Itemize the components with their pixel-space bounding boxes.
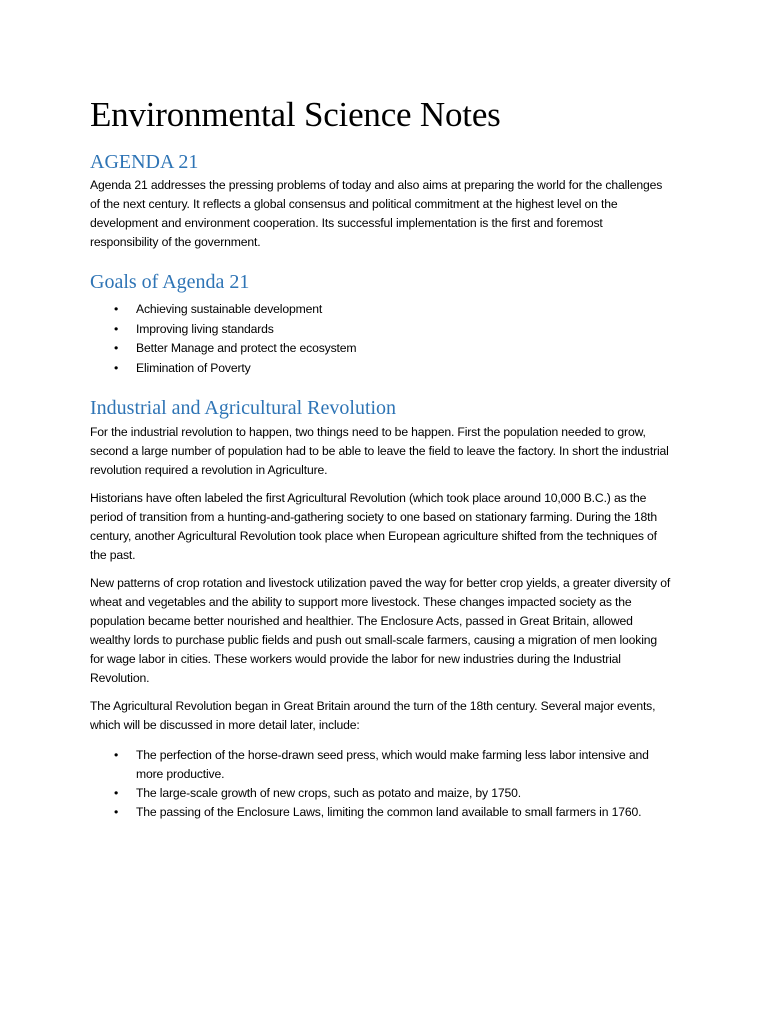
list-item-text: The passing of the Enclosure Laws, limiting the common land available to small farmers in 1760. [136, 805, 642, 819]
section-goals [90, 270, 672, 378]
list-item [90, 803, 672, 822]
list-item-text: Improving living standards [136, 321, 274, 336]
heading-agenda-21: AGENDA 21 [90, 151, 199, 173]
section-agenda-21 [90, 150, 672, 252]
list-item [90, 300, 672, 320]
list-item [90, 339, 672, 359]
list-item [90, 746, 672, 784]
list-item-text: The large-scale growth of new crops, such as potato and maize, by 1750. [136, 786, 521, 800]
goals-list [90, 300, 672, 378]
bullet-icon: • [114, 805, 119, 819]
paragraph: For the industrial revolution to happen, two things need to be happen. First the population needed to grow, second a large number of population had to be able to leave the field to leave the factory. In short the industrial revolution required a revolution in Agriculture. [90, 425, 669, 477]
section-industrial-agricultural-revolution [90, 396, 672, 822]
bullet-icon: • [114, 302, 119, 316]
list-item-text: Better Manage and protect the ecosystem [136, 341, 357, 355]
paragraph: New patterns of crop rotation and livestock utilization paved the way for better crop yields, a greater diversity of wheat and vegetables and the ability to support more livestock. These changes impacted society as the population became better nourished and healthier. The Enclosure Acts, passed in Great Britain, allowed wealthy lords to purchase public fields and push out small-scale farmers, causing a migration of men looking for wage labor in cities. These workers would provide the labor for new industries during the Industrial Revolution. [90, 576, 671, 685]
heading-goals: Goals of Agenda 21 [90, 271, 250, 293]
list-item [90, 320, 672, 340]
document-title: Environmental Science Notes [90, 95, 501, 134]
bullet-icon: • [114, 786, 119, 800]
revolution-events-list [90, 746, 672, 822]
bullet-icon: • [114, 341, 119, 355]
bullet-icon: • [114, 748, 119, 762]
list-item-text: Achieving sustainable development [136, 302, 323, 316]
bullet-icon: • [114, 360, 119, 375]
paragraph: Historians have often labeled the first Agricultural Revolution (which took place around 10,000 B.C.) as the period of transition from a hunting-and-gathering society to one based on stationary farming. During the 18th century, another Agricultural Revolution took place when European agriculture shifted from the techniques of the past. [90, 491, 657, 562]
list-item-text: The perfection of the horse-drawn seed press, which would make farming less labor intensive and more productive. [136, 748, 649, 781]
paragraph-agenda-21: Agenda 21 addresses the pressing problems of today and also aims at preparing the world for the challenges of the next century. It reflects a global consensus and political commitment at the highest level on the development and environment cooperation. Its successful implementation is the first and foremost responsibility of the government. [90, 178, 663, 249]
heading-revolution: Industrial and Agricultural Revolution [90, 397, 397, 419]
list-item [90, 359, 672, 379]
list-item-text: Elimination of Poverty [136, 360, 251, 375]
paragraph: The Agricultural Revolution began in Great Britain around the turn of the 18th century. Several major events, which will be discussed in more detail later, include: [90, 699, 656, 732]
bullet-icon: • [114, 321, 119, 336]
list-item [90, 784, 672, 803]
